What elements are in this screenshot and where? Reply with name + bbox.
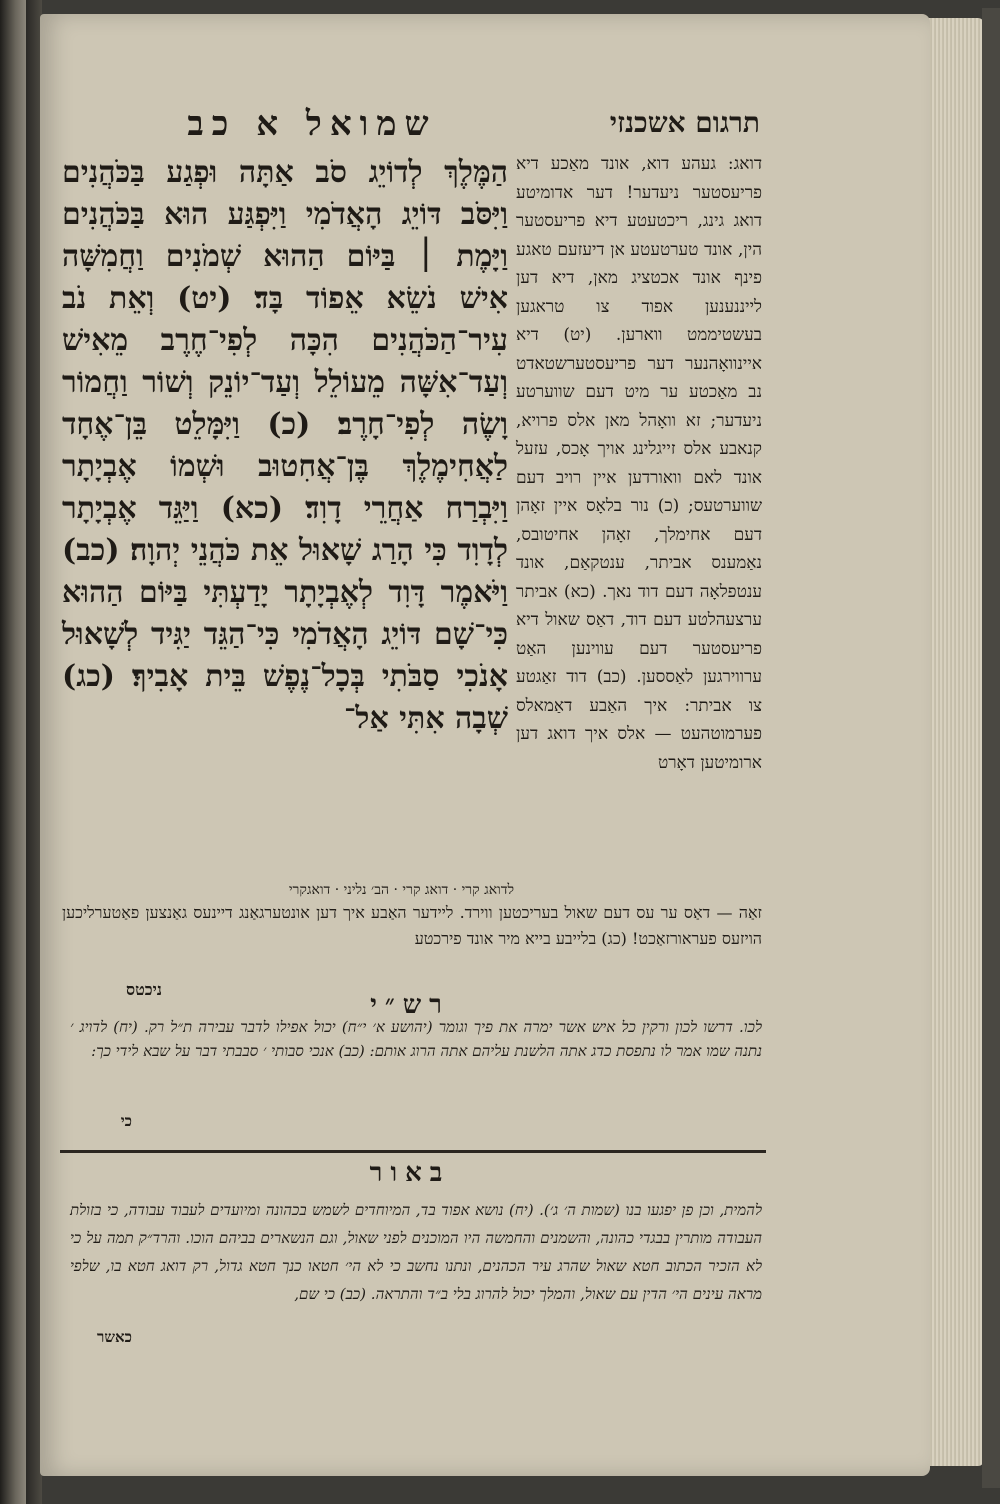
rashi-commentary: לכו. דרשו לכון ורקין כל איש אשר ימרה את פיך וגומר (יהושע א׳ י״ח) יכול אפילו לדבר עבירה ת״ל רק. (יח) לדויג ׳ נתנה שמו אמר לו נתפסת כדג אתה הלשנת עליהם אתה הרוג אותם: (כב) אנכי סבותי ׳ סבבתי דבר על שבא לידי כך:: [70, 1018, 762, 1060]
book-cover-edge: [982, 8, 1000, 1488]
masoretic-footnote: לדואג קרי · דואג קרי · הב׳ נליני · דואגקרי: [288, 882, 514, 898]
page-stack-edge: [928, 18, 984, 1466]
biblical-text-column: הַמֶּלֶךְ לְדוֹיֵג סֹב אַתָּה וּפְגַע בַּכֹּהֲנִים וַיִּסֹּב דּוֹיֵג הָאֲדֹמִי וַיִּפְגַּע הוּא בַּכֹּהֲנִים וַיָּמֶת ׀ בַּיּוֹם הַהוּא שְׁמֹנִים וַחֲמִשָּׁה אִישׁ נֹשֵׂא אֵפוֹד בָּד׃ (יט) וְאֵת נֹב עִיר־הַכֹּהֲנִים הִכָּה לְפִי־חֶרֶב מֵאִישׁ וְעַד־אִשָּׁה מֵעוֹלֵל וְעַד־יוֹנֵק וְשׁוֹר וַחֲמוֹר וָשֶׂה לְפִי־חָרֶב׃ (כ) וַיִּמָּלֵט בֵּן־אֶחָד לַאֲחִימֶלֶךְ בֶּן־אֲחִטוּב וּשְׁמוֹ אֶבְיָתָר וַיִּבְרַח אַחֲרֵי דָוִד׃ (כא) וַיַּגֵּד אֶבְיָתָר לְדָוִד כִּי הָרַג שָׁאוּל אֵת כֹּהֲנֵי יְהוָה׃ (כב) וַיֹּאמֶר דָּוִד לְאֶבְיָתָר יָדַעְתִּי בַּיּוֹם הַהוּא כִּי־שָׁם דּוֹיֵג הָאֲדֹמִי כִּי־הַגֵּד יַגִּיד לְשָׁאוּל אָנֹכִי סַבֹּתִי בְּכָל־נֶפֶשׁ בֵּית אָבִיךָ׃ (כג) שְׁבָה אִתִּי אַל־: [62, 155, 508, 736]
rashi-heading: רש״י: [370, 990, 450, 1020]
catchword-rashi: כי: [120, 1112, 132, 1130]
facing-page-edge: [0, 0, 26, 1504]
german-translation-column: דואג: געהע דוא, אונד מאַכע דיא פריעסטער ניעדער! דער אדומיטע דואג גינג, ריכטעטע דיא פריעסטער הין, אונד טערטעטע אן דיעזעם טאגע פינף אונד אכטציג מאן, דיא דען לייננענען אפוד צו טראגען בעשטיממט ווארען. (יט) דיא איינוואָהנער דער פריעסטערשטאדט נב מאַכטע ער מיט דעם שווערטע ניעדער; זא וואָהל מאן אלס פרויא, קנאבע אלס זייגלינג אויך אָכס, עזעל אונד לאם וואורדען איין רויב דעם שווערטעס; (כ) נור בלאָס איין זאָהן דעם אחימלך, זאָהן אחיטובס, נאַמענס אביתר, ענטקאַם, אונד ענטפלאָה דעם דוד נאך. (כא) אביתר ערצעהלטע דעם דוד, דאַס שאול דיא פריעסטער דעם עווינען האַט ערווירגען לאַססען. (כב) דוד זאַגטע צו אביתר: איך האַבע דאַמאלס פערמוטהעט — אלס איך דואג דען ארומיטען דאָרט: [516, 154, 762, 773]
section-divider-rule: [60, 1150, 766, 1153]
translation-continuation: זאַה — דאַס ער עס דעם שאול בעריכטען ווירד. ליידער האַבע איך דען אונטערגאַנג דיינעס גאַנצען פאַטערליכען הויזעס פעראורזאַכט! (כג) בלייבע בייא מיר אונד פירכטע: [62, 903, 762, 948]
running-header-translation: תרגום אשכנזי: [609, 106, 760, 139]
biur-heading: באור: [369, 1158, 451, 1188]
biur-commentary: להמית, וכן פן יפגעו בנו (שמות ה׳ ג׳). (יח) נושא אפוד בד, המיוחדים לשמש בכהונה ומיועדים לעבוד עבודה, כי בזולת העבודה מותרין בבגדי כהונה, והשמנים והחמשה היו המוכנים לפני שאול, וגם הנשארים בביהם הוכו. והרד״ק תמה על כי לא הזכיר הכתוב חטא שאול שהרג עיר הכהנים, ונתנו נחשב כי לא הי׳ חטאו כנך חטא גדול, רק דואג חטא בו, שלפי מראה עינים הי׳ הדין עם שאול, והמלך יכול להרוג בלי ב״ד והתראה. (כב) כי שם,: [70, 1201, 762, 1303]
running-header-book: שמואל א כב: [187, 104, 437, 144]
catchword-translation: ניכטס: [126, 980, 162, 999]
catchword-biur: כאשר: [97, 1328, 132, 1346]
